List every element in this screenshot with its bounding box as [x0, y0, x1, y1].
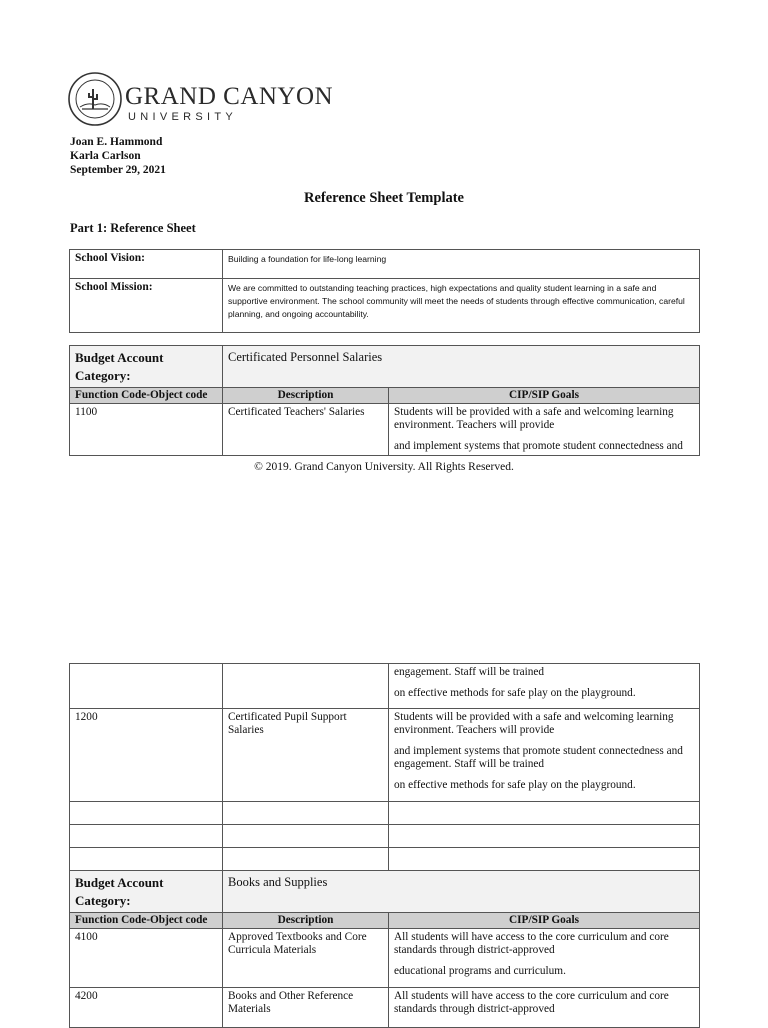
goals: [389, 988, 700, 1028]
goal-text: on effective methods for safe play on the playground.: [394, 779, 636, 791]
header-description: Description: [223, 913, 389, 929]
header-code: Function Code-Object code: [70, 913, 223, 929]
description: Approved Textbooks and Core Curricula Materials: [223, 929, 389, 988]
gcu-logo: [68, 69, 334, 129]
category-row: [70, 346, 700, 388]
goal-text: Students will be provided with a safe and welcoming learning environment. Teachers will provide: [394, 711, 674, 736]
function-code: 1200: [70, 709, 223, 802]
category-name: Books and Supplies: [223, 871, 700, 913]
empty-row: [70, 825, 700, 848]
document-title: Reference Sheet Template: [304, 190, 464, 206]
table-row: [70, 664, 700, 709]
description: Certificated Pupil Support Salaries: [223, 709, 389, 802]
table-row: [70, 404, 700, 456]
vision-row: [70, 250, 700, 279]
header-row: [70, 388, 700, 404]
description: [223, 664, 389, 709]
goal-text: and implement systems that promote student connectedness and engagement. Staff will be trained: [394, 745, 683, 770]
vision-label: School Vision:: [70, 250, 223, 279]
function-code: 4100: [70, 929, 223, 988]
logo-name-line2: UNIVERSITY: [128, 111, 238, 123]
university-seal-icon: [68, 69, 124, 129]
logo-name-line1: GRAND CANYON: [125, 83, 334, 110]
part-title: Part 1: Reference Sheet: [70, 221, 196, 235]
goals: [389, 929, 700, 988]
goals: [389, 709, 700, 802]
goal-text: All students will have access to the core curriculum and core standards through district-approved: [394, 931, 669, 956]
goals: [389, 664, 700, 709]
header-goals: CIP/SIP Goals: [389, 388, 700, 404]
author-block: [70, 135, 166, 177]
function-code: [70, 664, 223, 709]
category-row: [70, 871, 700, 913]
mission-text: We are committed to outstanding teaching practices, high expectations and quality student learning in a safe and supportive environment. The school community will meet the needs of students through effective communication, careful planning, and ongoing accountability.: [223, 279, 700, 333]
category-label: Budget Account Category:: [70, 871, 223, 913]
goal-text: All students will have access to the core curriculum and core standards through district-approved: [394, 990, 669, 1015]
function-code: 4200: [70, 988, 223, 1028]
goal-text: on effective methods for safe play on the playground.: [394, 687, 636, 699]
goals: [389, 404, 700, 456]
budget-table-continued: [69, 663, 700, 1028]
header-code: Function Code-Object code: [70, 388, 223, 404]
table-row: [70, 988, 700, 1028]
mission-label: School Mission:: [70, 279, 223, 333]
budget-table-personnel: [69, 345, 700, 456]
goal-text: Students will be provided with a safe and welcoming learning environment. Teachers will provide: [394, 406, 674, 431]
copyright-footer: © 2019. Grand Canyon University. All Rights Reserved.: [254, 461, 514, 473]
description: Books and Other Reference Materials: [223, 988, 389, 1028]
goal-text: and implement systems that promote student connectedness and: [394, 440, 683, 452]
goal-text: engagement. Staff will be trained: [394, 666, 545, 678]
empty-row: [70, 848, 700, 871]
author-name: Karla Carlson: [70, 150, 141, 162]
function-code: 1100: [70, 404, 223, 456]
author-name: Joan E. Hammond: [70, 136, 163, 148]
header-row: [70, 913, 700, 929]
vision-mission-table: [69, 249, 700, 333]
table-row: [70, 709, 700, 802]
table-row: [70, 929, 700, 988]
header-description: Description: [223, 388, 389, 404]
document-date: September 29, 2021: [70, 164, 166, 176]
category-label: Budget Account Category:: [70, 346, 223, 388]
goal-text: educational programs and curriculum.: [394, 965, 566, 977]
header-goals: CIP/SIP Goals: [389, 913, 700, 929]
description: Certificated Teachers' Salaries: [223, 404, 389, 456]
vision-text: Building a foundation for life-long learning: [223, 250, 700, 279]
category-name: Certificated Personnel Salaries: [223, 346, 700, 388]
mission-row: [70, 279, 700, 333]
empty-row: [70, 802, 700, 825]
